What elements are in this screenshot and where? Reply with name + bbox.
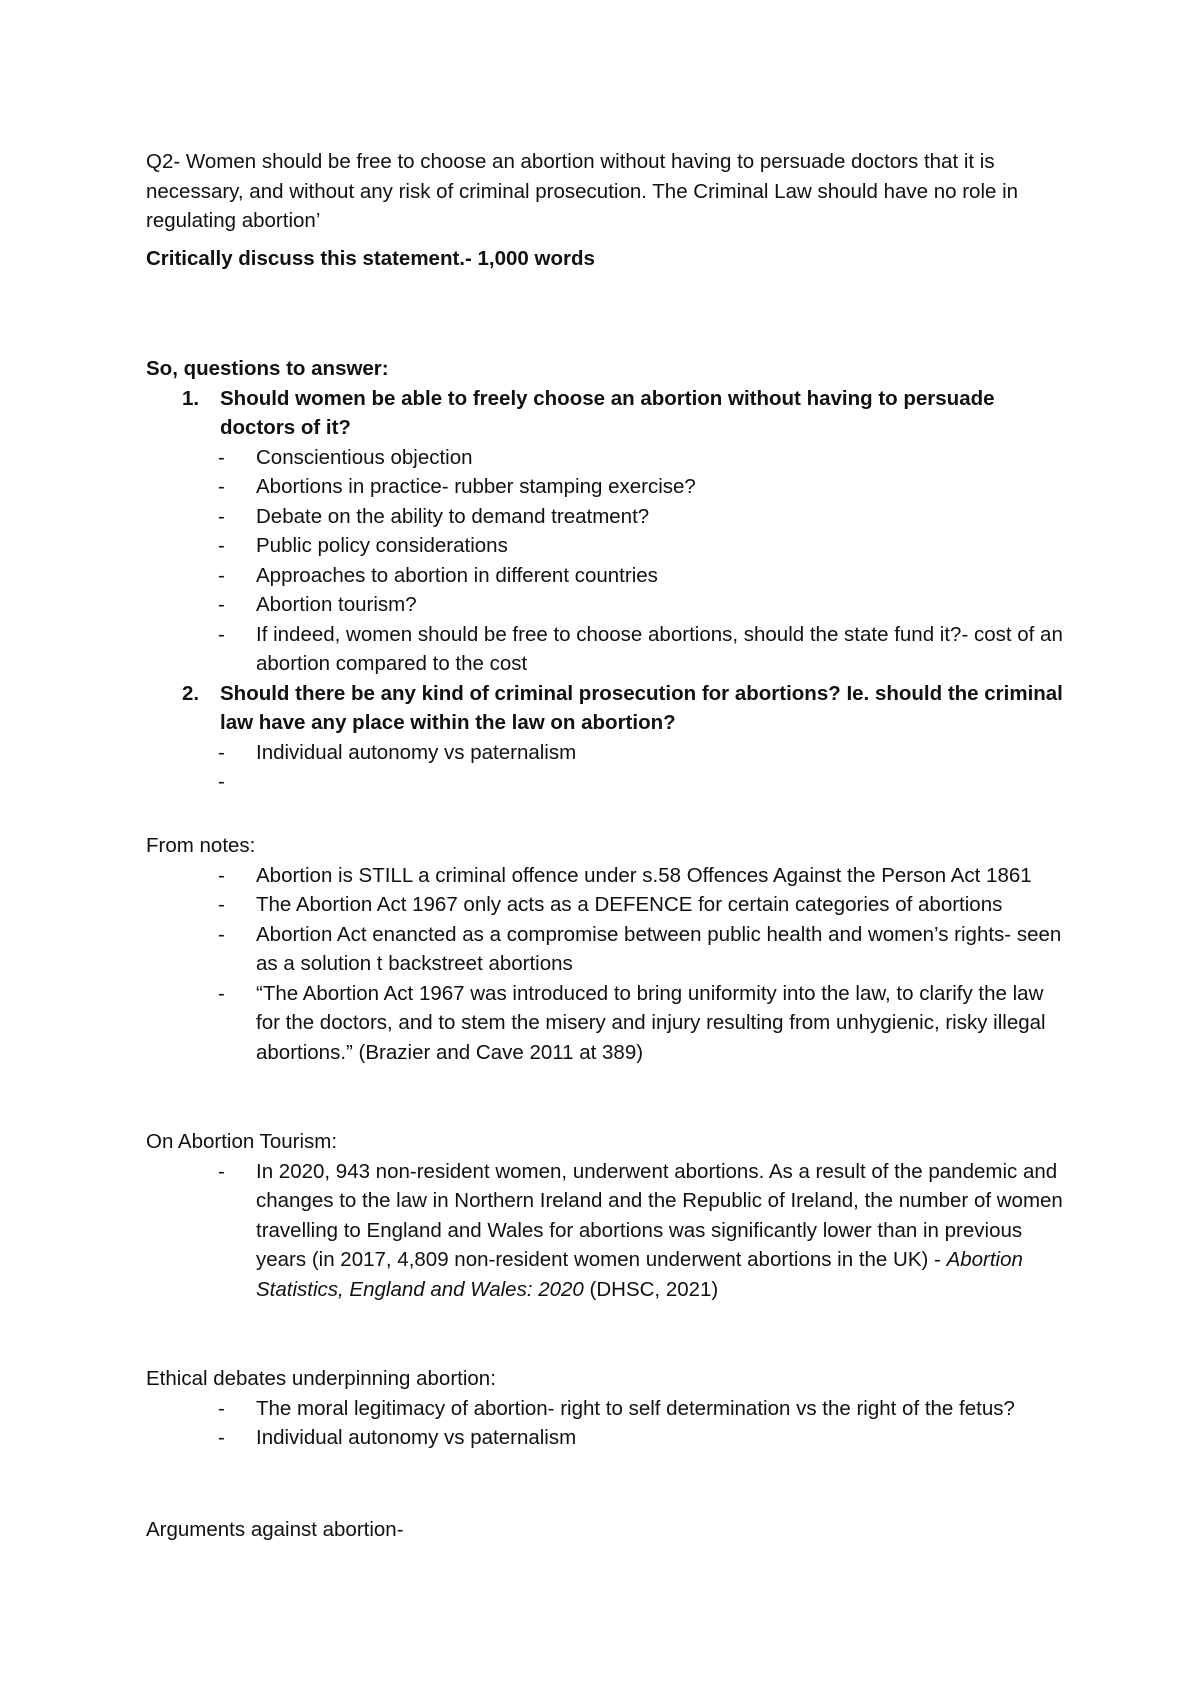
list-item-text: Public policy considerations <box>256 534 508 557</box>
list-item-text: Individual autonomy vs paternalism <box>256 740 577 764</box>
tourism-section <box>146 1127 1066 1304</box>
list-item <box>146 861 1066 891</box>
list-item-text <box>256 770 262 793</box>
ethics-section <box>146 1364 1066 1453</box>
list-item-text: Abortion Act enancted as a compromise between public health and women’s rights- seen as a solution t backstreet abortions <box>256 922 1062 975</box>
bullet-dash: - <box>218 534 225 557</box>
list-item <box>146 472 1066 502</box>
list-item-text: The Abortion Act 1967 only acts as a DEFENCE for certain categories of abortions <box>256 893 1003 916</box>
list-item <box>146 590 1066 620</box>
tourism-heading: On Abortion Tourism: <box>146 1130 338 1153</box>
question-statement <box>146 147 1066 236</box>
citation-source: (DHSC, 2021) <box>583 1277 719 1301</box>
list-item <box>146 443 1066 473</box>
ethics-heading: Ethical debates underpinning abortion: <box>146 1367 496 1390</box>
list-item <box>146 1423 1066 1453</box>
list-item <box>146 1157 1066 1305</box>
instruction <box>146 244 1066 274</box>
bullet-dash: - <box>218 563 225 587</box>
list-item <box>146 920 1066 979</box>
list-item <box>146 561 1066 591</box>
list-item-text: Debate on the ability to demand treatment? <box>256 504 650 528</box>
list-item <box>146 620 1066 679</box>
list-item <box>146 1394 1066 1424</box>
bullet-dash: - <box>218 1159 225 1183</box>
bullet-dash: - <box>218 1426 225 1449</box>
bullet-dash: - <box>218 922 225 946</box>
list-item-text: Conscientious objection <box>256 445 473 469</box>
list-item-text: Approaches to abortion in different countries <box>256 563 658 587</box>
bullet-dash: - <box>218 504 225 528</box>
questions-section <box>146 354 1066 797</box>
list-item-text: In 2020, 943 non-resident women, underwent abortions. As a result of the pandemic and changes to the law in Northern Ireland and the Republic of Ireland, the number of women travelling to England and Wales for abortions was significantly lower than in previous years (in 2017, 4,809 non-resident women underwent abortions in the UK) - <box>256 1159 1063 1271</box>
bullet-dash: - <box>218 622 225 646</box>
instruction-text: Critically discuss this statement.- 1,000 words <box>146 247 595 270</box>
questions-heading: So, questions to answer: <box>146 357 389 380</box>
bullet-dash: - <box>218 981 225 1005</box>
bullet-dash: - <box>218 893 225 916</box>
question-item-text: Should there be any kind of criminal prosecution for abortions? Ie. should the criminal law have any place within the law on abortion? <box>220 681 1063 734</box>
notes-section <box>146 831 1066 1067</box>
bullet-dash: - <box>218 475 225 498</box>
question-number: 1. <box>182 386 200 410</box>
question-item-2 <box>146 679 1066 738</box>
list-item-text: “The Abortion Act 1967 was introduced to bring uniformity into the law, to clarify the law for the doctors, and to stem the misery and injury resulting from unhygienic, risky illegal abortions.” (Brazier and Cave 2011 at 389) <box>256 981 1046 1064</box>
list-item <box>146 738 1066 768</box>
bullet-dash: - <box>218 593 225 616</box>
list-item-text: If indeed, women should be free to choose abortions, should the state fund it?- cost of an abortion compared to the cost <box>256 622 1063 675</box>
against-heading: Arguments against abortion- <box>146 1518 404 1541</box>
list-item-text: Abortion is STILL a criminal offence under s.58 Offences Against the Person Act 1861 <box>256 863 1032 887</box>
notes-heading: From notes: <box>146 834 256 857</box>
bullet-dash: - <box>218 1396 225 1420</box>
list-item <box>146 531 1066 561</box>
bullet-dash: - <box>218 770 225 793</box>
bullet-dash: - <box>218 740 225 764</box>
question-item-1 <box>146 384 1066 443</box>
citation-title: Abortion Statistics, England and Wales: 2020 <box>256 1248 1023 1301</box>
bullet-dash: - <box>218 863 225 887</box>
question-text: Q2- Women should be free to choose an abortion without having to persuade doctors that it is necessary, and without any risk of criminal prosecution. The Criminal Law should have no role in regulating abortion’ <box>146 150 1019 232</box>
list-item <box>146 767 1066 797</box>
list-item <box>146 890 1066 920</box>
list-item <box>146 502 1066 532</box>
list-item-text: Individual autonomy vs paternalism <box>256 1426 577 1449</box>
list-item-text: Abortions in practice- rubber stamping exercise? <box>256 475 696 498</box>
list-item <box>146 979 1066 1068</box>
question-number: 2. <box>182 681 200 705</box>
bullet-dash: - <box>218 445 225 469</box>
list-item-text: The moral legitimacy of abortion- right to self determination vs the right of the fetus? <box>256 1396 1015 1420</box>
question-item-text: Should women be able to freely choose an abortion without having to persuade doctors of it? <box>220 386 995 439</box>
against-section <box>146 1515 1066 1545</box>
list-item-text: Abortion tourism? <box>256 593 417 616</box>
